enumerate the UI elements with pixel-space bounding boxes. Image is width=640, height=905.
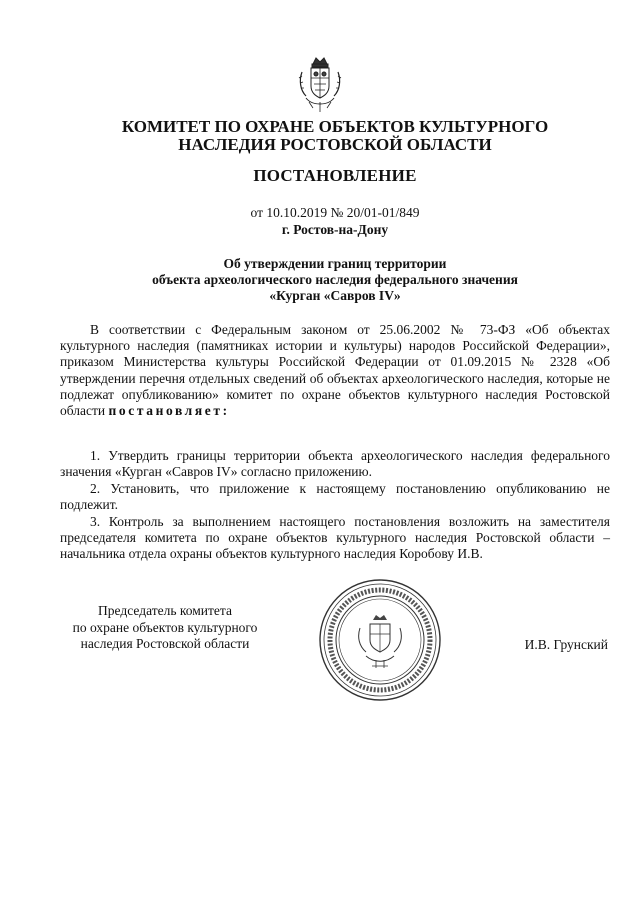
signatory-title-line-2: по охране объектов культурного — [72, 619, 258, 635]
official-seal-icon — [318, 578, 442, 702]
item-2-text: 2. Установить, что приложение к настоящему постановлению опубликованию не подлежит. — [60, 481, 610, 513]
signatory-title-line-3: наследия Ростовской области — [80, 636, 250, 651]
org-line-1: КОМИТЕТ ПО ОХРАНЕ ОБЪЕКТОВ КУЛЬТУРНОГО — [121, 117, 549, 136]
organization-name — [60, 118, 610, 154]
preamble-paragraph — [60, 322, 610, 419]
signatory-title-line-1: Председатель комитета — [98, 603, 232, 618]
item-3 — [60, 514, 610, 563]
item-2 — [60, 481, 610, 513]
item-1-text: 1. Утвердить границы территории объекта археологического наследия федерального значения «Курган «Савров IV» согласно приложению. — [60, 448, 610, 480]
item-1 — [60, 448, 610, 480]
document-subject — [60, 256, 610, 304]
document-reference: от 10.10.2019 № 20/01-01/849 — [250, 205, 420, 220]
document-type: ПОСТАНОВЛЕНИЕ — [253, 166, 417, 185]
subject-line-2: объекта археологического наследия федерального значения — [152, 272, 518, 287]
subject-line-3: «Курган «Савров IV» — [269, 288, 401, 303]
org-line-2: НАСЛЕДИЯ РОСТОВСКОЙ ОБЛАСТИ — [178, 135, 492, 154]
item-3-text: 3. Контроль за выполнением настоящего постановления возложить на заместителя председателя комитета по охране объектов культурного наследия Ростовской области – начальника отдела охраны объектов культурного наследия Коробову И.В. — [60, 514, 610, 562]
coat-of-arms-icon — [296, 54, 344, 114]
signatory-name: И.В. Грунский — [524, 637, 608, 652]
signatory-title — [60, 603, 270, 653]
subject-line-1: Об утверждении границ территории — [223, 256, 447, 271]
document-city: г. Ростов-на-Дону — [281, 222, 389, 237]
preamble-text: В соответствии с Федеральным законом от 25.06.2002 № 73-ФЗ «Об объектах культурного наследия (памятниках истории и культуры) народов Российской Федерации», приказом Министерства культуры Российской Федерации от 01.09.2015 № 2328 «Об утверждении перечня отдельных сведений об объектах археологического наследия, которые не подлежат опубликованию» комитет по охране объектов культурного наследия Ростовской области — [60, 322, 610, 419]
decree-word: постановляет: — [108, 403, 230, 419]
